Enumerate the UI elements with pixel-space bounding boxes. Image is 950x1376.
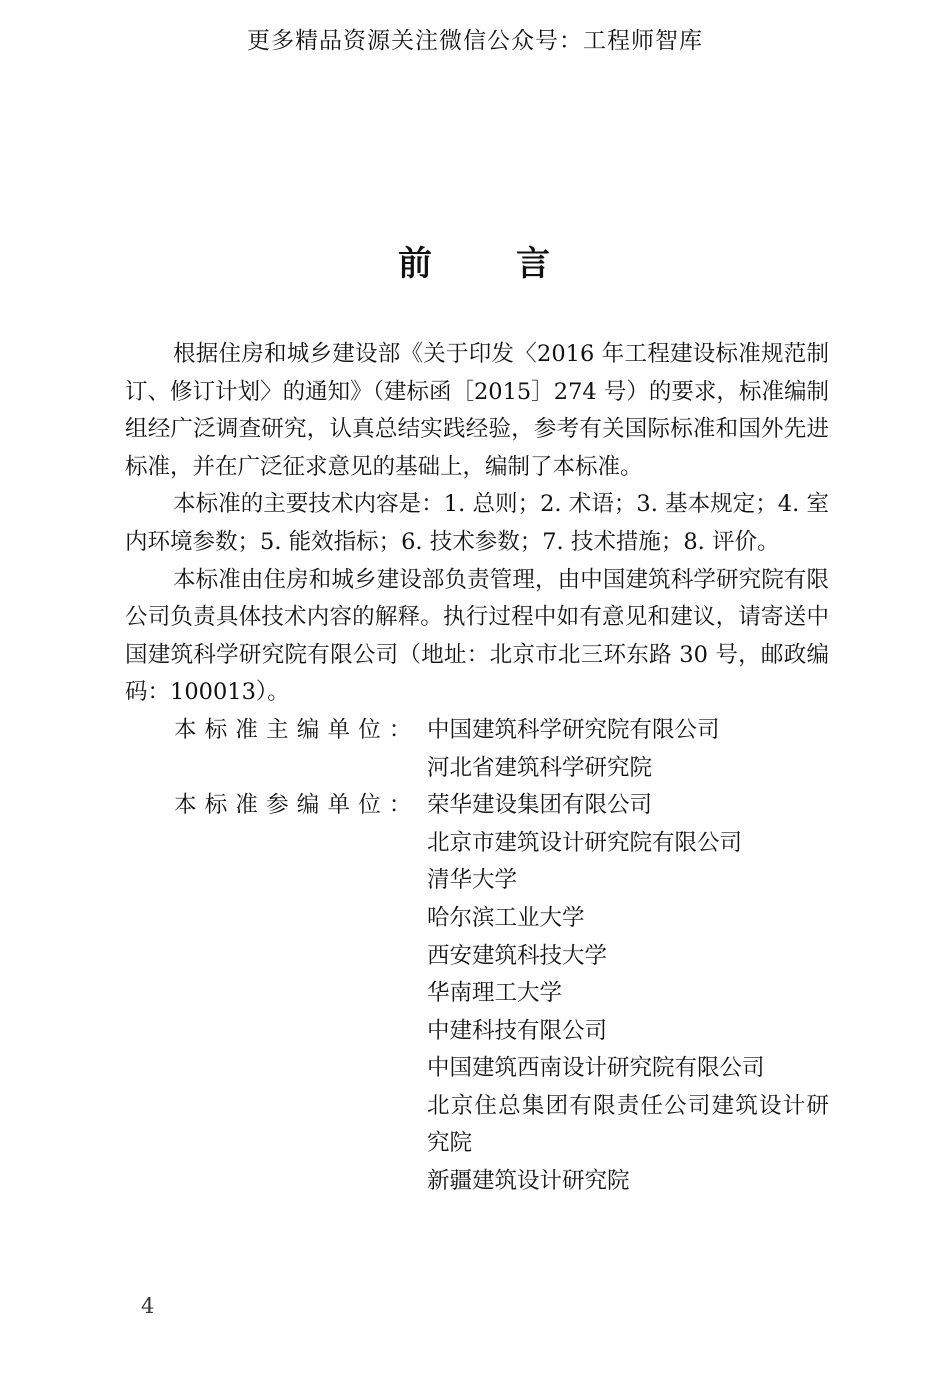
participating-editors-label: 本标准参编单位： (174, 792, 420, 819)
list-item: 华南理工大学 (427, 980, 563, 1007)
page-number: 4 (141, 1294, 155, 1318)
list-item: 中建科技有限公司 (427, 1017, 608, 1044)
list-item: 新疆建筑设计研究院 (427, 1168, 630, 1195)
list-item: 中国建筑科学研究院有限公司 (427, 716, 720, 743)
list-item: 中国建筑西南设计研究院有限公司 (427, 1055, 765, 1082)
paragraph-management: 本标准由住房和城乡建设部负责管理，由中国建筑科学研究院有限公司负责具体技术内容的解释。执行过程中如有意见和建议，请寄送中国建筑科学研究院有限公司（地址：北京市北三环东路 30 号，邮政编码：100013）。 (125, 566, 829, 706)
participating-editors-list (427, 787, 829, 1201)
title-part-2: 言 (516, 244, 552, 284)
chief-editors-label: 本标准主编单位： (174, 716, 420, 743)
list-item: 哈尔滨工业大学 (427, 904, 585, 931)
header-note: 更多精品资源关注微信公众号：工程师智库 (247, 28, 703, 54)
page-title (0, 236, 950, 285)
list-item: 西安建筑科技大学 (427, 942, 608, 969)
chief-editors-block (125, 712, 829, 787)
participating-editors-block (125, 787, 829, 1201)
preface-body (125, 336, 829, 1201)
list-item: 北京市建筑设计研究院有限公司 (427, 829, 743, 856)
title-part-1: 前 (398, 244, 434, 284)
list-item: 河北省建筑科学研究院 (427, 754, 653, 781)
list-item: 北京住总集团有限责任公司建筑设计研究院 (427, 1092, 829, 1157)
list-item: 荣华建设集团有限公司 (427, 792, 653, 819)
list-item: 清华大学 (427, 867, 518, 894)
chief-editors-list (427, 712, 829, 787)
paragraph-background: 根据住房和城乡建设部《关于印发〈2016 年工程建设标准规范制订、修订计划〉的通知》（建标函［2015］274 号）的要求，标准编制组经广泛调查研究，认真总结实践经验，参考有关国际标准和国外先进标准，并在广泛征求意见的基础上，编制了本标准。 (125, 341, 829, 480)
paragraph-contents: 本标准的主要技术内容是：1. 总则；2. 术语；3. 基本规定；4. 室内环境参数；5. 能效指标；6. 技术参数；7. 技术措施；8. 评价。 (125, 491, 829, 555)
